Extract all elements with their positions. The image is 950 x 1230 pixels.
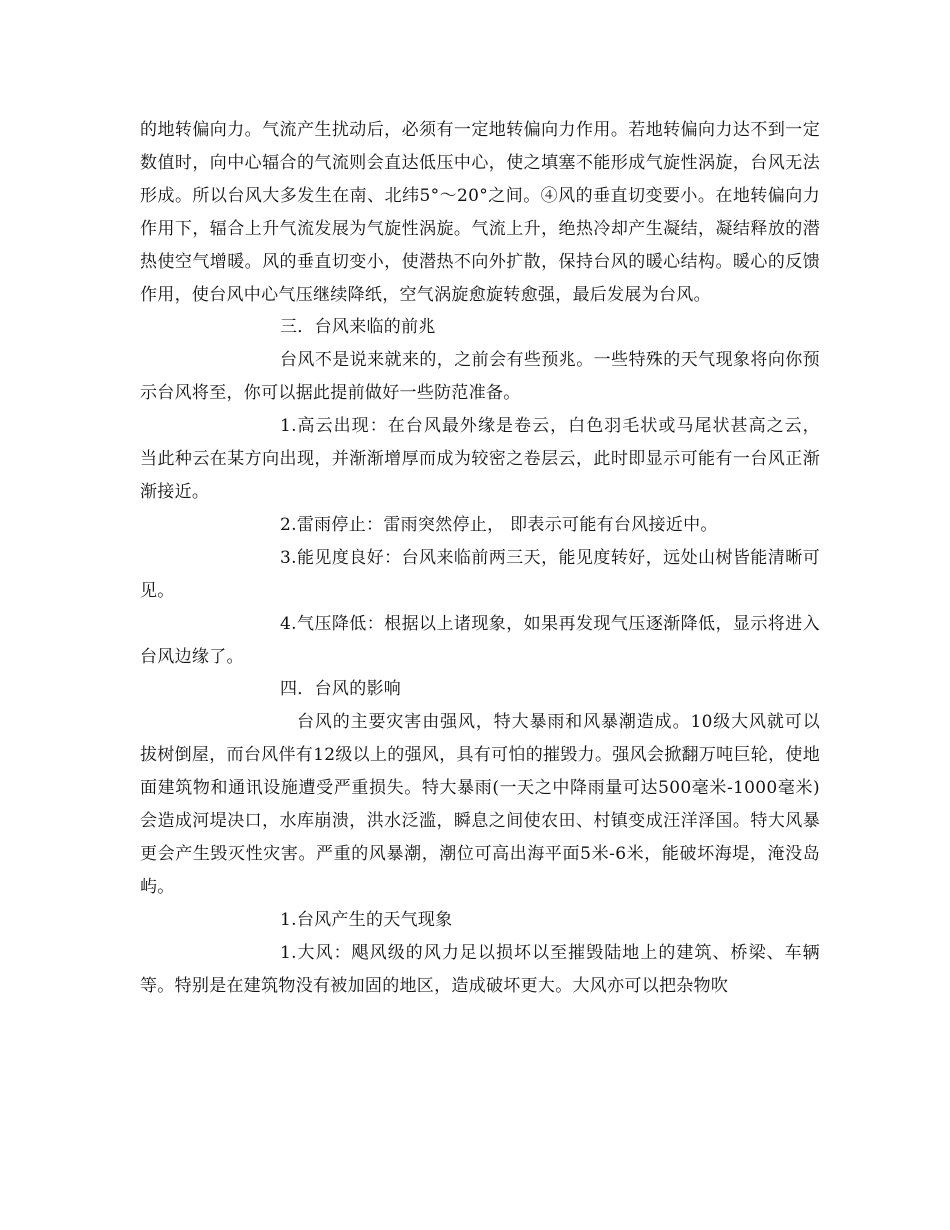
section-heading-4: 四．台风的影响 xyxy=(280,679,402,700)
list-item-thunderstorm-stops: 2.雷雨停止：雷雨突然停止， 即表示可能有台风接近中。 xyxy=(280,514,718,535)
paragraph-typhoon-impact: 台风的主要灾害由强风，特大暴雨和风暴潮造成。10级大风就可以拔树倒屋，而台风伴有12级以上的强风，具有可怕的摧毁力。强风会掀翻万吨巨轮，使地面建筑物和通讯设施遭受严重损失。特大暴雨(一天之中降雨量可达500毫米-1000毫米)会造成河堤决口，水库崩溃，洪水泛滥，瞬息之间使农田、村镇变成汪洋泽国。特大风暴更会产生毁灭性灾害。严重的风暴潮，潮位可高出海平面5米-6米，能破坏海堤，淹没岛屿。 xyxy=(140,712,820,897)
list-item-high-clouds: 1.高云出现：在台风最外缘是卷云，白色羽毛状或马尾状甚高之云， 当此种云在某方向出现，并渐渐增厚而成为较密之卷层云，此时即显示可能有一台风正渐渐接近。 xyxy=(140,416,820,502)
document-body xyxy=(140,114,820,1002)
list-item-pressure-drop: 4.气压降低：根据以上诸现象，如果再发现气压逐渐降低，显示将进入台风边缘了。 xyxy=(140,613,820,667)
paragraph-omens-intro: 台风不是说来就来的，之前会有些预兆。一些特殊的天气现象将向你预示台风将至，你可以据此提前做好一些防范准备。 xyxy=(140,350,820,404)
paragraph-continuation: 的地转偏向力。气流产生扰动后，必须有一定地转偏向力作用。若地转偏向力达不到一定数值时，向中心辐合的气流则会直达低压中心，使之填塞不能形成气旋性涡旋，台风无法形成。所以台风大多发生在南、北纬5°～20°之间。④风的垂直切变要小。在地转偏向力作用下，辐合上升气流发展为气旋性涡旋。气流上升，绝热冷却产生凝结，凝结释放的潜热使空气增暖。风的垂直切变小，使潜热不向外扩散，保持台风的暖心结构。暖心的反馈作用，使台风中心气压继续降纸，空气涡旋愈旋转愈强，最后发展为台风。 xyxy=(140,120,820,305)
section-heading-3: 三．台风来临的前兆 xyxy=(280,317,436,338)
subsection-heading-weather: 1.台风产生的天气现象 xyxy=(280,909,453,930)
list-item-strong-wind: 1.大风：飓风级的风力足以损坏以至摧毁陆地上的建筑、桥梁、车辆等。特别是在建筑物没有被加固的地区，造成破坏更大。大风亦可以把杂物吹 xyxy=(140,942,820,996)
list-item-visibility: 3.能见度良好：台风来临前两三天，能见度转好，远处山树皆能清晰可见。 xyxy=(140,547,820,601)
